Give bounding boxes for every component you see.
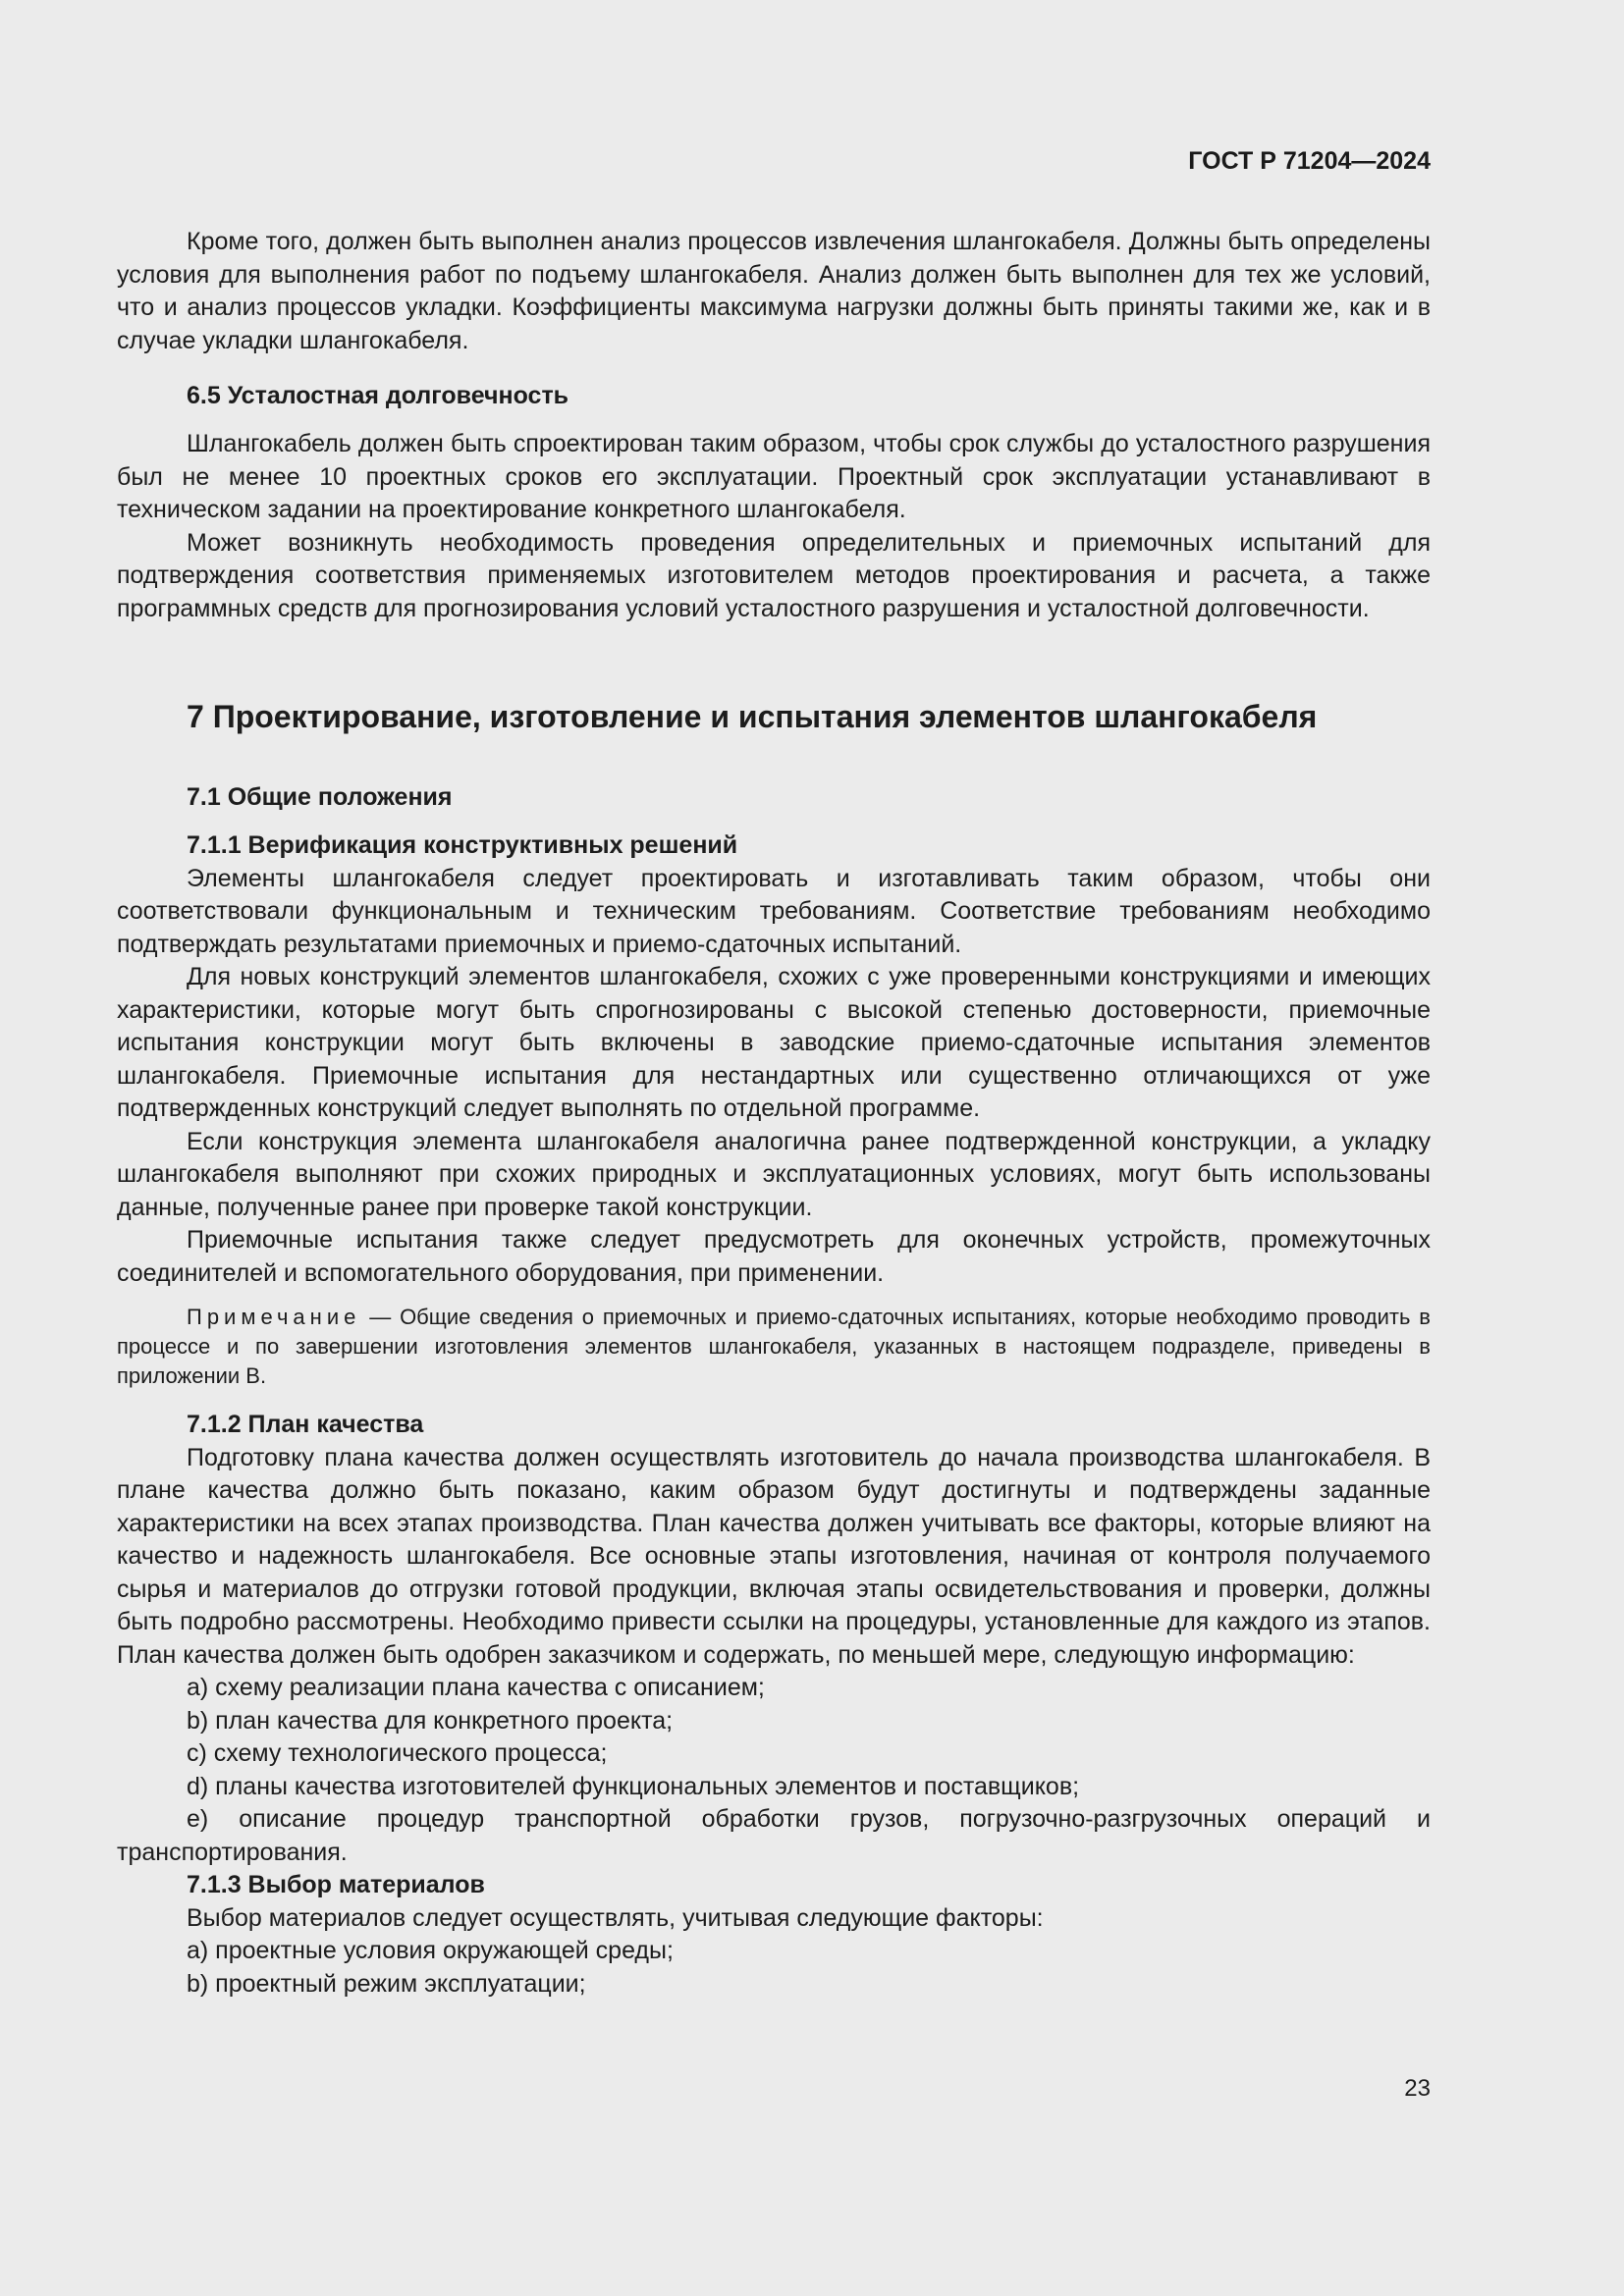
note-block	[117, 1303, 1431, 1391]
section-7-1-1	[117, 829, 1431, 1290]
section-7-1-2	[117, 1409, 1431, 2001]
list-item: d) планы качества изготовителей функциональных элементов и поставщиков;	[187, 1772, 1080, 1800]
section-7	[117, 697, 1431, 736]
paragraph: Может возникнуть необходимость проведения определительных и приемочных испытаний для подтверждения соответствия применяемых изготовителем методов проектирования и расчета, а также программных средств для прогнозирования условий усталостного разрушения и усталостной долговечности.	[117, 528, 1431, 622]
list-item: a) схему реализации плана качества с описанием;	[187, 1674, 765, 1701]
section-heading-7-1: 7.1 Общие положения	[187, 783, 453, 811]
list-item: c) схему технологического процесса;	[187, 1739, 608, 1767]
list-item: b) проектный режим эксплуатации;	[187, 1969, 586, 1998]
chapter-heading-7: 7 Проектирование, изготовление и испытания элементов шлангокабеля	[187, 699, 1318, 734]
section-heading-7-1-3: 7.1.3 Выбор материалов	[187, 1871, 485, 1898]
paragraph: Для новых конструкций элементов шлангокабеля, схожих с уже проверенными конструкциями и имеющих характеристики, которые могут быть спрогнозированы с высокой степенью достоверности, приемочные испытания конструкции могут быть включены в заводские приемо-сдаточные испытания элементов шлангокабеля. Приемочные испытания для нестандартных или существенно отличающихся от уже подтвержденных конструкций следует выполнять по отдельной программе.	[117, 963, 1431, 1122]
section-7-1	[117, 781, 1431, 815]
quality-plan-list	[117, 1672, 1431, 1869]
paragraph: Кроме того, должен быть выполнен анализ процессов извлечения шлангокабеля. Должны быть определены условия для выполнения работ по подъему шлангокабеля. Анализ должен быть выполнен для тех же условий, что и анализ процессов укладки. Коэффициенты максимума нагрузки должны быть приняты такими же, как и в случае укладки шлангокабеля.	[117, 228, 1431, 354]
section-heading-7-1-2: 7.1.2 План качества	[187, 1411, 424, 1438]
paragraph: Шлангокабель должен быть спроектирован таким образом, чтобы срок службы до усталостного разрушения был не менее 10 проектных сроков его эксплуатации. Проектный срок эксплуатации устанавливают в техническом задании на проектирование конкретного шлангокабеля.	[117, 430, 1431, 523]
paragraph: Если конструкция элемента шлангокабеля аналогична ранее подтвержденной конструкции, а укладку шлангокабеля выполняют при схожих природных и эксплуатационных условиях, могут быть использованы данные, полученные ранее при проверке такой конструкции.	[117, 1127, 1431, 1221]
note-label: Примечание	[187, 1305, 361, 1329]
list-item: b) план качества для конкретного проекта;	[187, 1706, 674, 1735]
section-heading-6-5: 6.5 Усталостная долговечность	[187, 382, 569, 409]
paragraph: Подготовку плана качества должен осуществлять изготовитель до начала производства шлангокабеля. В плане качества должно быть показано, каким образом будут достигнуты и подтверждены заданные характеристики на всех этапах производства. План качества должен учитывать все факторы, которые влияют на качество и надежность шлангокабеля. Все основные этапы изготовления, начиная от контроля получаемого сырья и материалов до отгрузки готовой продукции, включая этапы освидетельствования и проверки, должны быть подробно рассмотрены. Необходимо привести ссылки на процедуры, установленные для каждого из этапов. План качества должен быть одобрен заказчиком и содержать, по меньшей мере, следующую информацию:	[117, 1443, 1431, 1669]
section-heading-7-1-1: 7.1.1 Верификация конструктивных решений	[187, 831, 738, 859]
list-item: e) описание процедур транспортной обработки грузов, погрузочно-разгрузочных операций и транспортирования.	[117, 1805, 1431, 1866]
note	[117, 1303, 1431, 1391]
paragraph: Выбор материалов следует осуществлять, учитывая следующие факторы:	[187, 1903, 1044, 1932]
paragraph: Приемочные испытания также следует предусмотреть для оконечных устройств, промежуточных соединителей и вспомогательного оборудования, при применении.	[117, 1226, 1431, 1287]
note-text: — Общие сведения о приемочных и приемо-сдаточных испытаниях, которые необходимо проводить в процессе и по завершении изготовления элементов шлангокабеля, указанных в настоящем подразделе, приведены в приложении В.	[117, 1305, 1431, 1388]
document-id-header: ГОСТ Р 71204—2024	[1188, 147, 1431, 175]
section-6-5	[117, 380, 1431, 413]
page-number: 23	[1404, 2075, 1431, 2102]
paragraph-extraction-analysis	[117, 226, 1431, 357]
list-item: a) проектные условия окружающей среды;	[187, 1937, 674, 1964]
materials-list	[117, 1935, 1431, 2001]
fatigue-paragraphs	[117, 428, 1431, 625]
paragraph: Элементы шлангокабеля следует проектировать и изготавливать таким образом, чтобы они соответствовали функциональным и техническим требованиям. Соответствие требованиям необходимо подтверждать результатами приемочных и приемо-сдаточных испытаний.	[117, 864, 1431, 958]
